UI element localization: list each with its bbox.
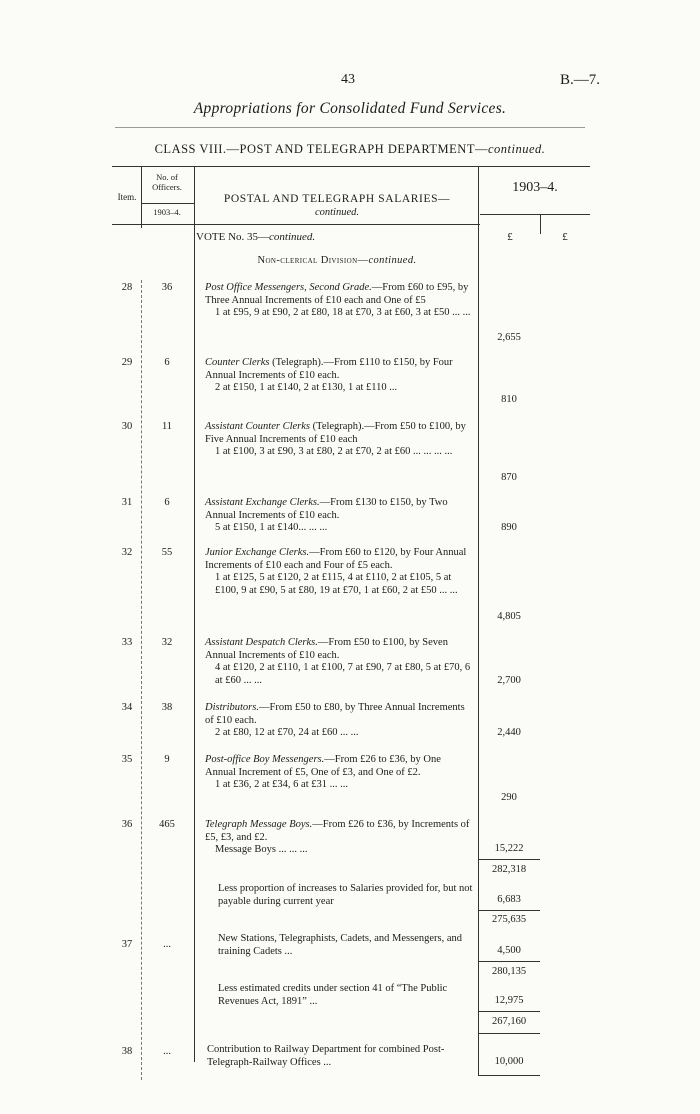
row-description — [205, 702, 473, 740]
less-increases-text: Less proportion of increases to Salaries provided for, but not payable during current year — [218, 883, 473, 907]
row-description — [205, 282, 473, 320]
less-credits-amount: 12,975 — [494, 995, 524, 1006]
section-title-continued: continued. — [314, 207, 360, 218]
row-description — [205, 637, 473, 687]
item-number: 32 — [121, 547, 133, 558]
row-title: Distributors. — [205, 702, 259, 713]
row-text: —From £50 to £100, by Seven Annual Increments of £10 each. — [205, 637, 448, 661]
officer-count: 465 — [159, 819, 175, 830]
item-number: 30 — [121, 421, 133, 432]
row-detail: 2 at £150, 1 at £140, 2 at £130, 1 at £110 ... — [215, 382, 398, 393]
row-description — [205, 819, 473, 857]
title-rule — [115, 127, 585, 128]
row-title: Counter Clerks — [205, 357, 270, 368]
item-number: 36 — [121, 819, 133, 830]
row-text: (Telegraph).—From £110 to £150, by Four Annual Increments of £10 each. — [205, 357, 453, 381]
item-number: 38 — [121, 1046, 133, 1057]
officer-count: ... — [163, 1046, 171, 1057]
class-heading-text: CLASS VIII.—POST AND TELEGRAPH DEPARTMENT— — [154, 142, 488, 156]
row-description — [205, 754, 473, 792]
row-amount: 870 — [501, 472, 517, 483]
vote-text: VOTE No. 35— — [196, 231, 270, 243]
header-section-title — [196, 193, 478, 219]
document-reference: B.—7. — [559, 72, 600, 88]
subtotal-amount: 275,635 — [491, 914, 527, 925]
class-heading-continued: continued. — [487, 142, 546, 156]
row-detail: 1 at £36, 2 at £34, 6 at £31 ... ... — [215, 779, 348, 790]
row-title: Assistant Counter Clerks — [205, 421, 311, 432]
row-amount: 2,440 — [497, 727, 521, 738]
page-number: 43 — [341, 72, 355, 87]
sum-rule — [478, 1075, 540, 1076]
table-top-rule — [112, 166, 590, 167]
row-text: —From £50 to £80, by Three Annual Increments of £10 each. — [205, 702, 465, 726]
row-detail: 4 at £120, 2 at £110, 1 at £100, 7 at £90, 7 at £80, 5 at £70, 6 at £60 ... ... — [215, 662, 471, 686]
contribution-text: Contribution to Railway Department for combined Post-Telegraph-Railway Offices ... — [207, 1044, 445, 1068]
officer-count: 32 — [161, 637, 173, 648]
row-detail: 1 at £125, 5 at £120, 2 at £115, 4 at £110, 2 at £105, 5 at £100, 9 at £90, 5 at £80, 19 at £70, 1 at £60, 2 at £50 ... ... — [215, 572, 458, 596]
header-year: 1903–4. — [512, 180, 558, 195]
item-number: 29 — [121, 357, 133, 368]
division-continued: continued. — [368, 255, 417, 266]
row-detail: 2 at £80, 12 at £70, 24 at £60 ... ... — [215, 727, 359, 738]
row-text: —From £60 to £95, by Three Annual Increments of £10 each and One of £5 — [205, 282, 469, 306]
row-title: Assistant Despatch Clerks. — [205, 637, 318, 648]
division-heading — [196, 255, 478, 266]
item-dashed-rule — [141, 280, 142, 1080]
row-description — [205, 497, 473, 535]
section-title-text: POSTAL AND TELEGRAPH SALARIES— — [223, 193, 451, 205]
officer-count: 11 — [161, 421, 173, 432]
sum-rule — [478, 910, 540, 911]
currency-symbol: £ — [507, 231, 513, 243]
header-no-of-officers: No. of Officers. — [152, 172, 182, 192]
header-bottom-rule — [112, 224, 480, 225]
sum-rule — [478, 1011, 540, 1012]
officers-header-rule — [142, 203, 194, 204]
row-text: —From £60 to £120, by Four Annual Increments of £10 each and Four of £5 each. — [205, 547, 467, 571]
vote-continued: continued. — [269, 231, 316, 243]
sum-rule — [478, 1033, 540, 1034]
contribution-amount: 10,000 — [494, 1056, 524, 1067]
row-title: Post Office Messengers, Second Grade. — [205, 282, 372, 293]
row-text: —From £26 to £36, by Increments of £5, £3, and £2. — [205, 819, 470, 843]
row-amount: 4,805 — [497, 611, 521, 622]
row-title: Junior Exchange Clerks. — [205, 547, 310, 558]
header-item: Item. — [117, 192, 137, 202]
officer-count: 55 — [161, 547, 173, 558]
subtotal-amount: 280,135 — [491, 966, 527, 977]
officer-count: 36 — [161, 282, 173, 293]
currency-symbol: £ — [562, 231, 568, 243]
item-number: 33 — [121, 637, 133, 648]
row-amount: 290 — [501, 792, 517, 803]
row-description — [205, 547, 473, 597]
less-increases-amount: 6,683 — [497, 894, 521, 905]
class-heading — [100, 142, 600, 157]
row-amount: 890 — [501, 522, 517, 533]
new-stations-text: New Stations, Telegraphists, Cadets, and Messengers, and training Cadets ... — [218, 933, 463, 957]
officer-count: 9 — [164, 754, 170, 765]
row-description — [205, 421, 473, 459]
item-number: 37 — [121, 939, 133, 950]
subtotal-amount: 282,318 — [491, 864, 527, 875]
sum-rule — [478, 961, 540, 962]
row-text: —From £26 to £36, by One Annual Increment of £5, One of £3, and One of £2. — [205, 754, 441, 778]
row-amount: 15,222 — [494, 843, 524, 854]
new-stations-amount: 4,500 — [497, 945, 521, 956]
row-detail: 1 at £95, 9 at £90, 2 at £80, 18 at £70, 3 at £60, 3 at £50 ... ... — [215, 307, 471, 318]
subtotal-amount: 267,160 — [491, 1016, 527, 1027]
row-amount: 2,655 — [497, 332, 521, 343]
row-title: Telegraph Message Boys. — [205, 819, 313, 830]
officer-count: 6 — [164, 497, 170, 508]
vote-label — [196, 231, 315, 243]
row-amount: 810 — [501, 394, 517, 405]
row-description — [205, 357, 473, 395]
item-number: 34 — [121, 702, 133, 713]
officers-column-rule — [194, 166, 195, 1062]
row-amount: 2,700 — [497, 675, 521, 686]
less-credits-text: Less estimated credits under section 41 of “The Public Revenues Act, 1891” ... — [218, 983, 448, 1007]
item-number: 35 — [121, 754, 133, 765]
officer-count: ... — [163, 939, 171, 950]
row-title: Post-office Boy Messengers. — [205, 754, 325, 765]
row-text: (Telegraph).—From £50 to £100, by Five Annual Increments of £10 each — [205, 421, 466, 445]
item-number: 28 — [121, 282, 133, 293]
year-header-rule — [480, 214, 590, 215]
item-number: 31 — [121, 497, 133, 508]
row-title: Assistant Exchange Clerks. — [205, 497, 320, 508]
amount-column-rule — [478, 166, 479, 1076]
header-officers-year: 1903–4. — [153, 207, 181, 217]
division-text: Non-clerical Division— — [257, 255, 369, 266]
officer-count: 38 — [161, 702, 173, 713]
page-title: Appropriations for Consolidated Fund Services. — [193, 100, 507, 117]
row-text: —From £130 to £150, by Two Annual Increments of £10 each. — [205, 497, 448, 521]
row-detail: 1 at £100, 3 at £90, 3 at £80, 2 at £70, 2 at £60 ... ... ... ... — [215, 446, 453, 457]
sum-rule — [478, 859, 540, 860]
row-detail: Message Boys ... ... ... — [215, 844, 308, 855]
row-detail: 5 at £150, 1 at £140... ... ... — [215, 522, 328, 533]
officer-count: 6 — [164, 357, 170, 368]
